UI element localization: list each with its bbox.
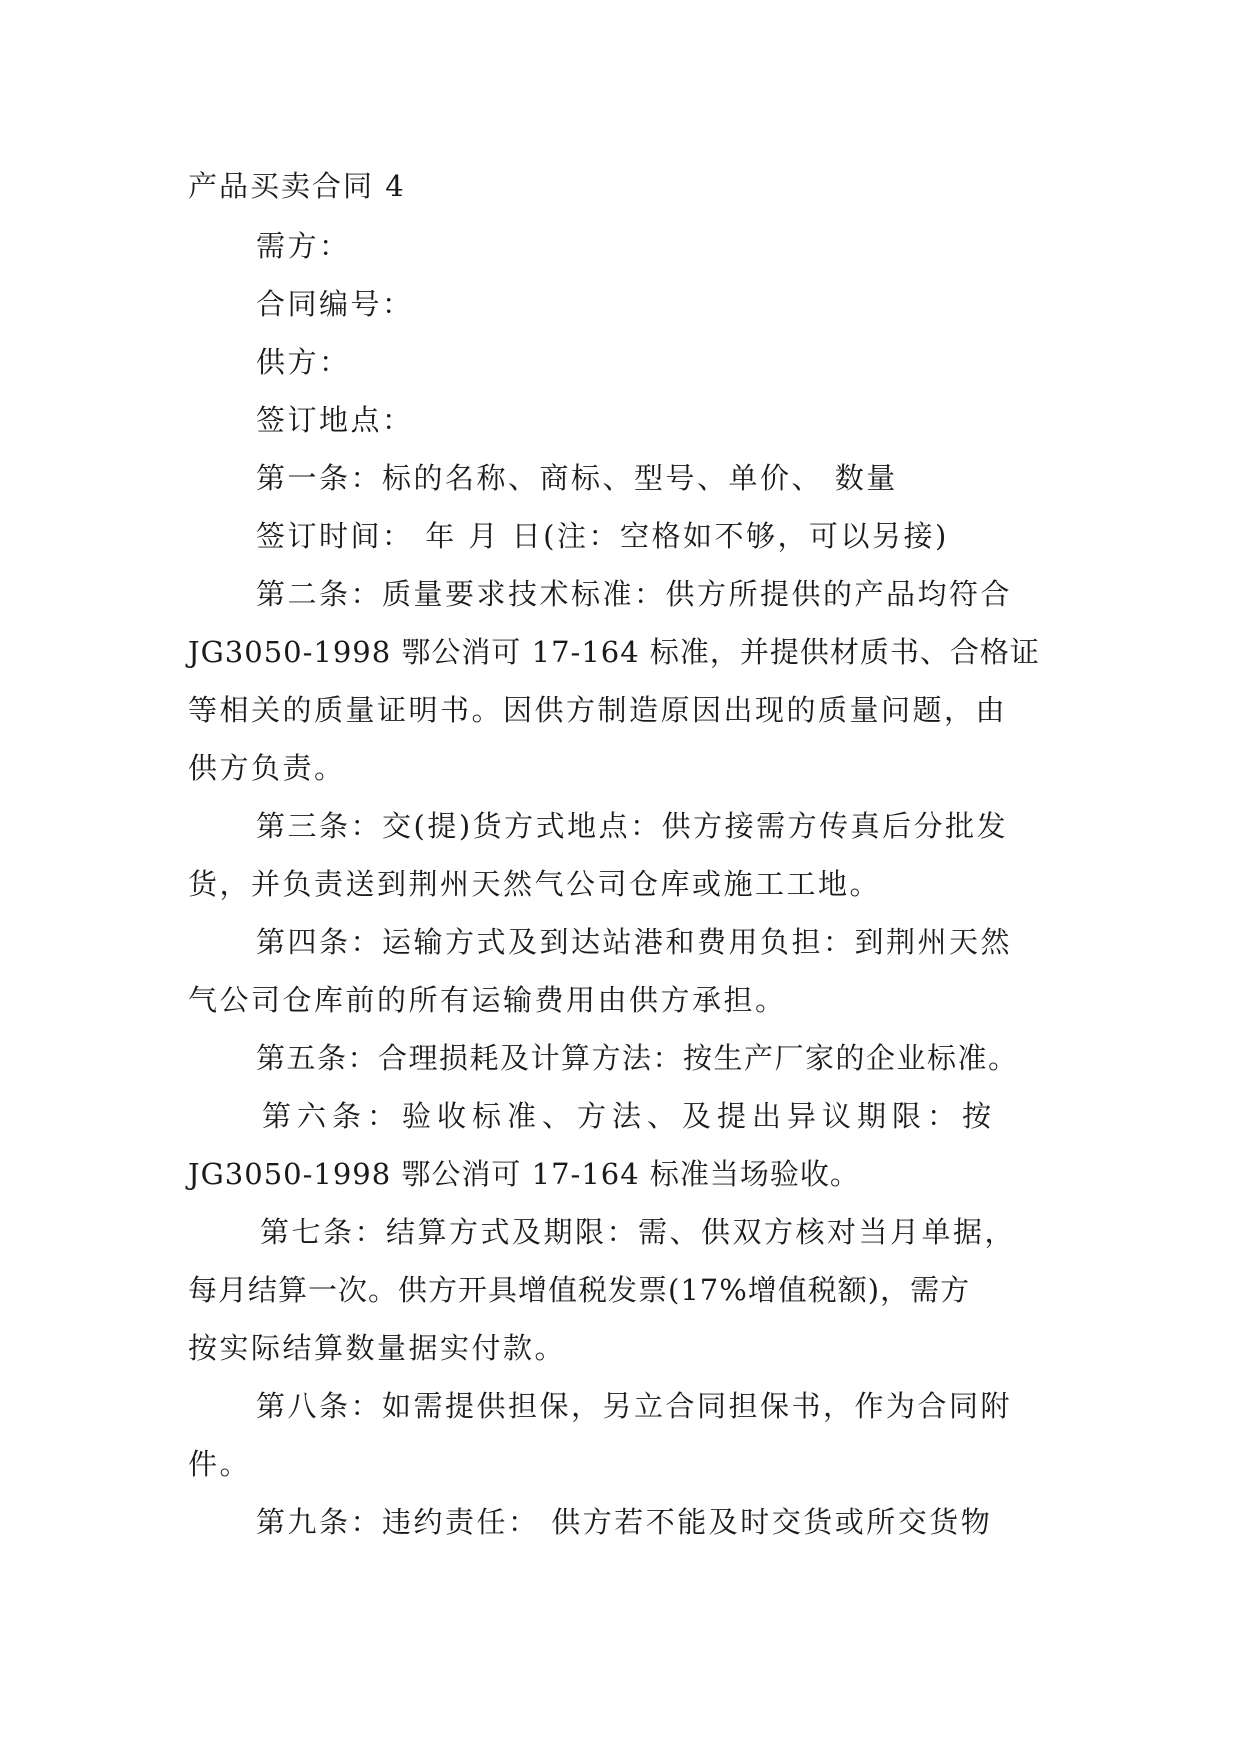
article-4-line-1: 第四条：运输方式及到达站港和费用负担：到荆州天然 xyxy=(256,925,1013,959)
article-6-line-1: 第六条：验收标准、方法、及提出异议期限：按 xyxy=(262,1099,998,1133)
article-7-line-3: 按实际结算数量据实付款。 xyxy=(188,1331,567,1365)
article-8-line-1: 第八条：如需提供担保，另立合同担保书，作为合同附 xyxy=(256,1389,1013,1423)
article-2-line-4: 供方负责。 xyxy=(188,751,346,785)
article-3-line-1: 第三条：交(提)货方式地点：供方接需方传真后分批发 xyxy=(256,809,1009,843)
article-8-line-2: 件。 xyxy=(188,1447,252,1481)
article-4-line-2: 气公司仓库前的所有运输费用由供方承担。 xyxy=(188,983,787,1017)
article-9-line-1: 第九条：违约责任： 供方若不能及时交货或所交货物 xyxy=(256,1505,993,1539)
article-1-line: 第一条：标的名称、商标、型号、单价、 数量 xyxy=(256,461,898,495)
article-2-line-1: 第二条：质量要求技术标准：供方所提供的产品均符合 xyxy=(256,577,1013,611)
article-3-line-2: 货，并负责送到荆州天然气公司仓库或施工工地。 xyxy=(188,867,882,901)
article-7-line-1: 第七条：结算方式及期限：需、供双方核对当月单据， xyxy=(260,1215,1017,1249)
article-7-line-2: 每月结算一次。供方开具增值税发票(17%增值税额)，需方 xyxy=(188,1273,971,1307)
article-2-line-3: 等相关的质量证明书。因供方制造原因出现的质量问题，由 xyxy=(188,693,1008,727)
supplier-field: 供方： xyxy=(256,345,351,379)
document-title: 产品买卖合同 4 xyxy=(188,169,406,203)
article-2-line-2: JG3050-1998 鄂公消可 17-164 标准，并提供材质书、合格证 xyxy=(188,635,1040,669)
buyer-field: 需方： xyxy=(256,229,351,263)
contract-number-field: 合同编号： xyxy=(256,287,414,321)
sign-date-line: 签订时间： 年 月 日(注：空格如不够，可以另接) xyxy=(256,519,949,553)
article-5-line: 第五条：合理损耗及计算方法：按生产厂家的企业标准。 xyxy=(256,1041,1019,1075)
sign-place-field: 签订地点： xyxy=(256,403,414,437)
article-6-line-2: JG3050-1998 鄂公消可 17-164 标准当场验收。 xyxy=(188,1157,860,1191)
